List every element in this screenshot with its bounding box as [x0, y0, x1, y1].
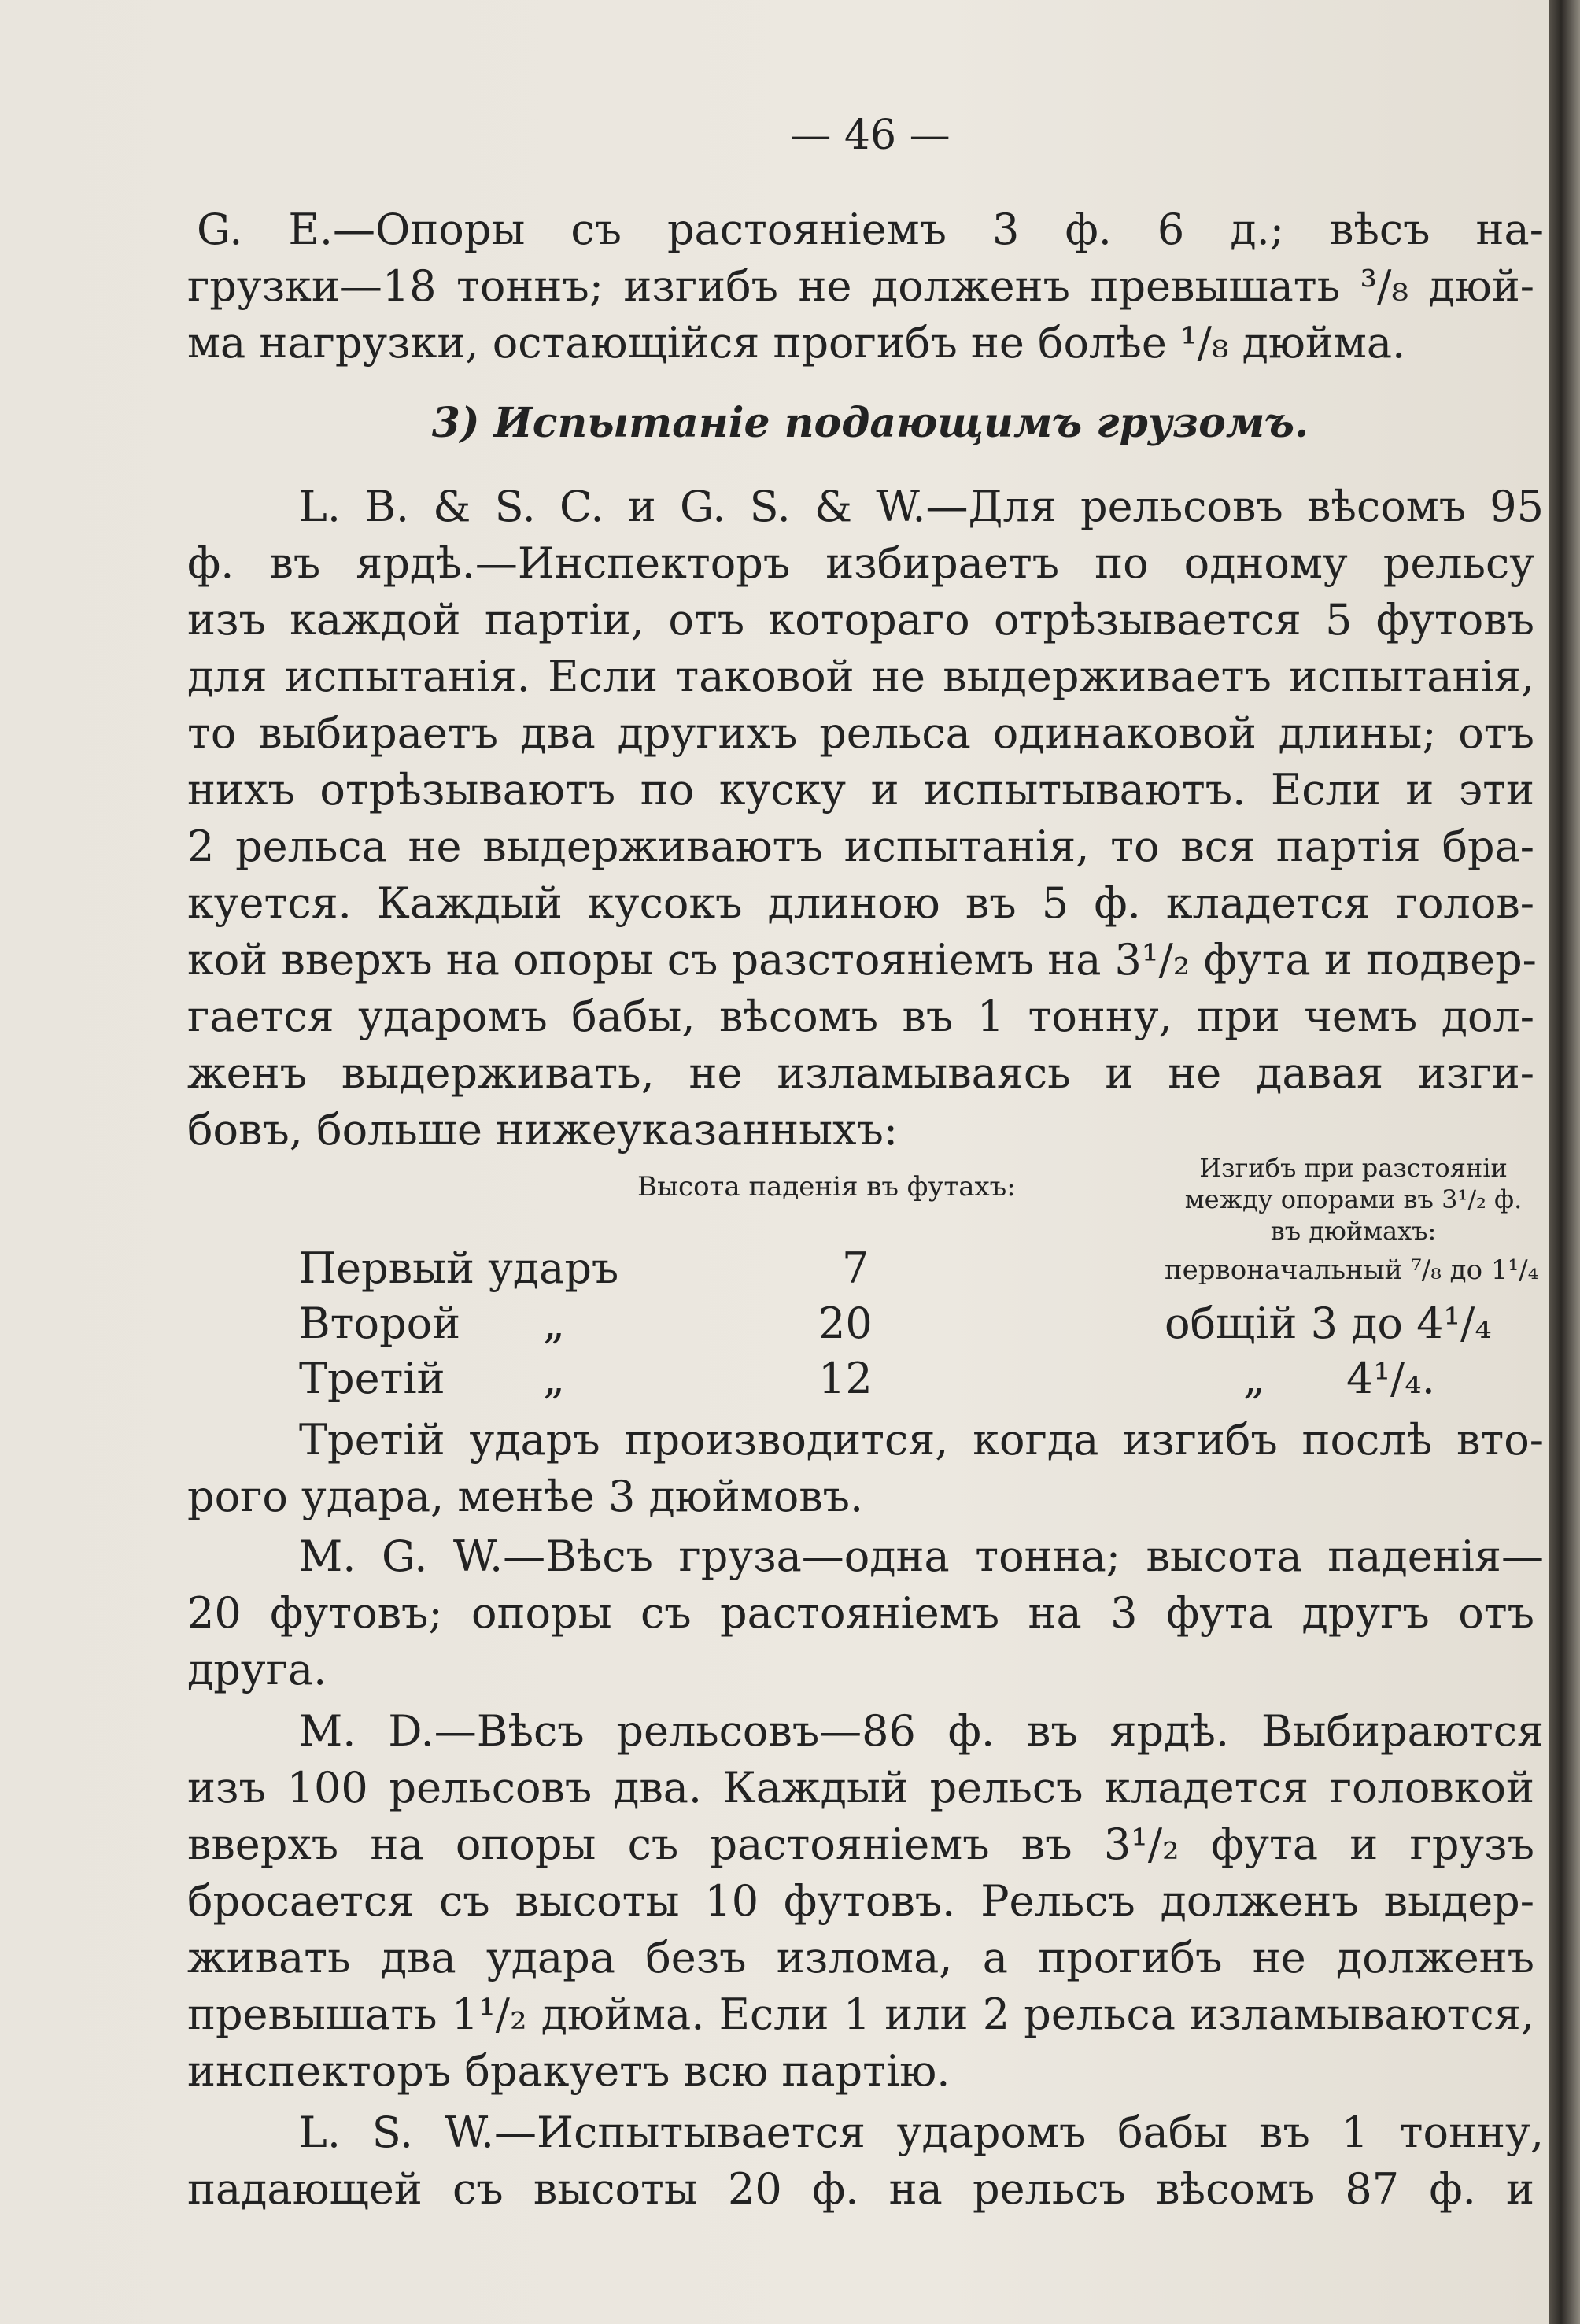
section-heading: 3) Испытаніе подающимъ грузомъ. [431, 399, 1309, 447]
text-line: изъ каждой партіи, отъ котораго отрѣзывается 5 футовъ [187, 595, 1534, 645]
table-row-height: 20 [818, 1299, 873, 1348]
text-line: то выбираетъ два другихъ рельса одинаковой длины; отъ [187, 708, 1534, 758]
table-row-bend: „ 4¹/₄. [1243, 1354, 1435, 1403]
text-line: ф. въ ярдѣ.—Инспекторъ избираетъ по одному рельсу [187, 538, 1534, 588]
text-line: M. D.—Вѣсъ рельсовъ—86 ф. въ ярдѣ. Выбираются [299, 1706, 1544, 1756]
text-line: вверхъ на опоры съ растояніемъ въ 3¹/₂ фута и грузъ [187, 1820, 1534, 1869]
table-row-label: Второй [299, 1299, 461, 1348]
text-line: изъ 100 рельсовъ два. Каждый рельсъ кладется головкой [187, 1763, 1534, 1812]
text-line: ма нагрузки, остающійся прогибъ не болѣе ¹/₈ дюйма. [187, 318, 1406, 368]
table-header-height: Высота паденія въ футахъ: [637, 1171, 1016, 1203]
text-line: L. S. W.—Испытывается ударомъ бабы въ 1 тонну, [299, 2108, 1544, 2157]
table-row-bend: общій 3 до 4¹/₄ [1165, 1299, 1492, 1348]
table-header-bend [1165, 1152, 1542, 1247]
table-row-height: 7 [842, 1243, 869, 1293]
text-line: L. B. & S. C. и G. S. & W.—Для рельсовъ вѣсомъ 95 [299, 482, 1544, 531]
page-number: — 46 — [790, 112, 951, 159]
text-line: женъ выдерживать, не изламываясь и не давая изги- [187, 1048, 1534, 1098]
table-header-line: между опорами въ 3¹/₂ ф. [1184, 1184, 1523, 1214]
page-text [187, 0, 1544, 2324]
text-line: 20 футовъ; опоры съ растояніемъ на 3 фута другъ отъ [187, 1588, 1534, 1638]
text-line: инспекторъ бракуетъ всю партію. [187, 2046, 951, 2096]
text-line: живать два удара безъ излома, а прогибъ не долженъ [187, 1933, 1534, 1982]
text-line: 2 рельса не выдерживаютъ испытанія, то вся партія бра- [187, 822, 1534, 871]
text-line: M. G. W.—Вѣсъ груза—одна тонна; высота паденія— [299, 1531, 1544, 1581]
table-header-line: въ дюймахъ: [1270, 1216, 1437, 1246]
table-row-label: Первый ударъ [299, 1243, 619, 1293]
text-line: грузки—18 тоннъ; изгибъ не долженъ превышать ³/₈ дюй- [187, 261, 1534, 311]
table-row-label: Третій [299, 1354, 445, 1403]
text-line: превышать 1¹/₂ дюйма. Если 1 или 2 рельса изламываются, [187, 1990, 1534, 2039]
table-row-ditto: „ [543, 1299, 565, 1348]
table-header-line: Изгибъ при разстояніи [1199, 1153, 1508, 1183]
text-line: Третій ударъ производится, когда изгибъ послѣ вто- [299, 1415, 1544, 1465]
text-line: G. E.—Опоры съ растояніемъ 3 ф. 6 д.; вѣсъ на- [197, 205, 1544, 254]
text-line: нихъ отрѣзываютъ по куску и испытываютъ. Если и эти [187, 765, 1534, 815]
text-line: для испытанія. Если таковой не выдерживаетъ испытанія, [187, 652, 1534, 701]
text-line: бовъ, больше нижеуказанныхъ: [187, 1105, 899, 1155]
table-row-bend: первоначальный ⁷/₈ до 1¹/₄ [1165, 1254, 1539, 1286]
book-spine [1549, 0, 1580, 2324]
table-row-ditto: „ [543, 1354, 565, 1403]
table-row-height: 12 [818, 1354, 873, 1403]
text-line: гается ударомъ бабы, вѣсомъ въ 1 тонну, при чемъ дол- [187, 992, 1534, 1041]
text-line: бросается съ высоты 10 футовъ. Рельсъ долженъ выдер- [187, 1876, 1534, 1926]
text-line: рого удара, менѣе 3 дюймовъ. [187, 1472, 864, 1521]
text-line: кой вверхъ на опоры съ разстояніемъ на 3¹/₂ фута и подвер- [187, 935, 1537, 985]
text-line: падающей съ высоты 20 ф. на рельсъ вѣсомъ 87 ф. и [187, 2164, 1534, 2214]
text-line: друга. [187, 1645, 327, 1694]
text-line: куется. Каждый кусокъ длиною въ 5 ф. кладется голов- [187, 878, 1534, 928]
